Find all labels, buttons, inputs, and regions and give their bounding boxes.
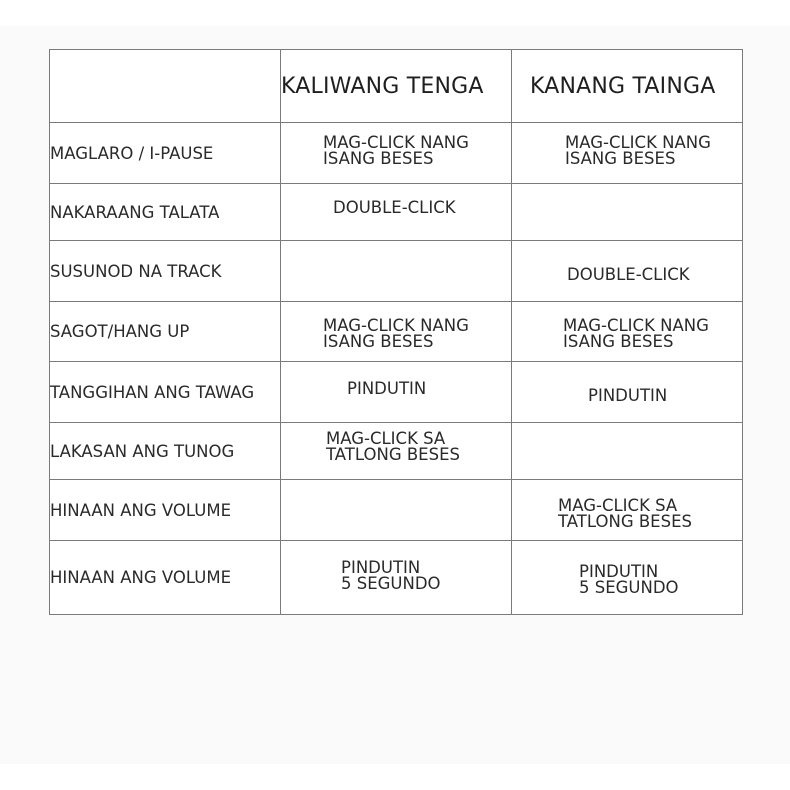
left-ear-gesture-cell [281,541,512,615]
left-ear-gesture: MAG-CLICK NANG ISANG BESES [323,133,469,168]
left-ear-gesture-cell [281,362,512,423]
left-ear-gesture: MAG-CLICK NANG ISANG BESES [323,315,469,351]
earbud-controls-table [49,49,743,615]
left-ear-gesture-cell [281,423,512,480]
action-label: LAKASAN ANG TUNOG [50,423,281,480]
left-ear-gesture: MAG-CLICK SA TATLONG BESES [326,429,460,464]
table-row [50,362,743,423]
right-ear-gesture: MAG-CLICK SA TATLONG BESES [558,496,692,531]
left-ear-gesture-cell [281,184,512,241]
left-ear-gesture-cell [281,123,512,184]
left-ear-gesture-cell [281,302,512,362]
right-ear-gesture-cell [512,241,743,302]
left-ear-gesture-cell [281,241,512,302]
action-label: HINAAN ANG VOLUME [50,541,281,615]
left-ear-gesture: PINDUTIN [347,379,427,398]
header-right-ear: KANANG TAINGA [512,50,743,123]
action-label: TANGGIHAN ANG TAWAG [50,362,281,423]
right-ear-gesture: DOUBLE-CLICK [567,265,690,284]
right-ear-gesture: MAG-CLICK NANG ISANG BESES [563,315,709,351]
action-label: MAGLARO / I-PAUSE [50,123,281,184]
table-row [50,541,743,615]
table-row [50,480,743,541]
left-ear-gesture: DOUBLE-CLICK [333,198,456,217]
right-ear-gesture-cell [512,480,743,541]
action-label: SUSUNOD NA TRACK [50,241,281,302]
right-ear-gesture: MAG-CLICK NANG ISANG BESES [565,133,711,168]
table-row [50,123,743,184]
action-label: HINAAN ANG VOLUME [50,480,281,541]
header-action-cell [50,50,281,123]
table-row [50,423,743,480]
table-row [50,302,743,362]
table-row [50,184,743,241]
header-left-ear: KALIWANG TENGA [281,50,512,123]
table-row [50,241,743,302]
right-ear-gesture: PINDUTIN 5 SEGUNDO [579,561,679,597]
left-ear-gesture: PINDUTIN 5 SEGUNDO [341,557,441,593]
action-label: NAKARAANG TALATA [50,184,281,241]
left-ear-gesture-cell [281,480,512,541]
right-ear-gesture: PINDUTIN [588,386,668,405]
action-label: SAGOT/HANG UP [50,302,281,362]
table-header-row [50,50,743,123]
